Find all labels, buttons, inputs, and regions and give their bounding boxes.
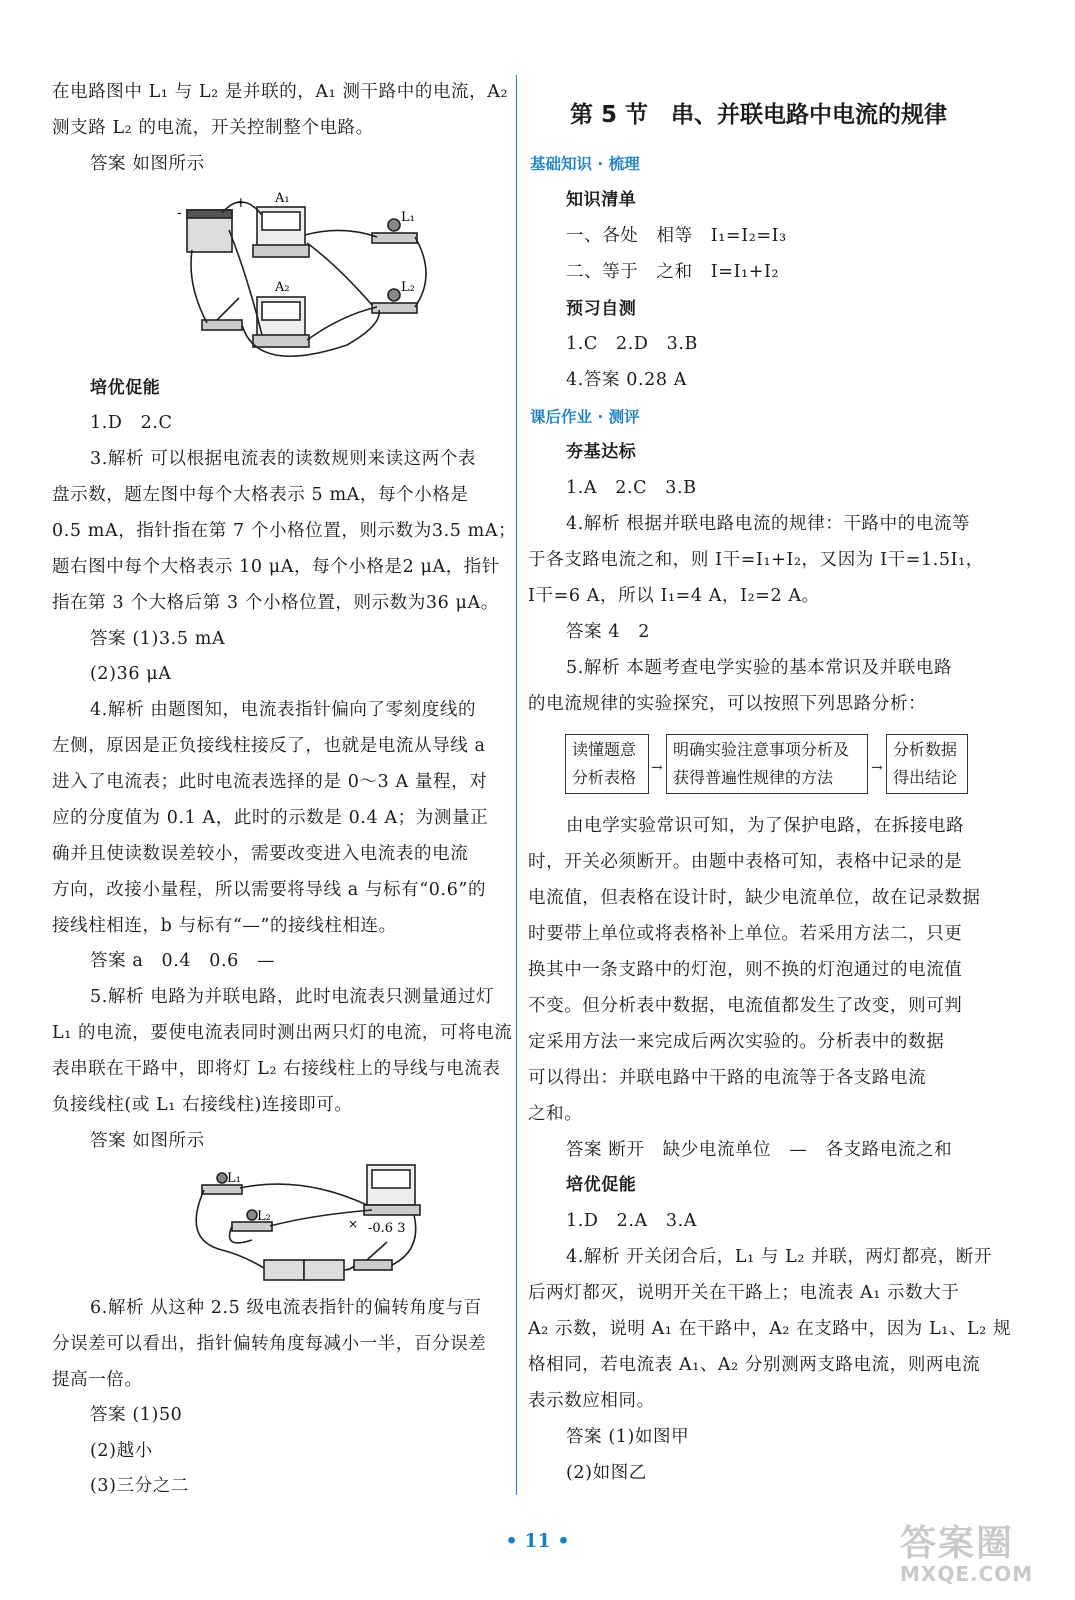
arrow-icon: → — [871, 760, 883, 776]
text-line: 表示数应相同。 — [528, 1391, 655, 1411]
text-line: (2)36 μA — [90, 664, 172, 684]
text-line: 格相同，若电流表 A₁、A₂ 分别测两支路电流，则两电流 — [528, 1355, 981, 1375]
answer-line: 答案 如图所示 — [90, 154, 205, 174]
section-heading: 培优促能 — [90, 378, 161, 398]
label-minus: - — [177, 205, 182, 221]
text-line: 定采用方法一来完成后两次实验的。分析表中的数据 — [528, 1032, 945, 1052]
text-line: 3.解析 可以根据电流表的读数规则来读这两个表 — [90, 449, 477, 469]
text-line: 表串联在干路中，即将灯 L₂ 右接线柱上的导线与电流表 — [52, 1059, 501, 1079]
text-line: 不变。但分析表中数据，电流值都发生了改变，则可判 — [528, 996, 963, 1016]
text-line: 一、各处 相等 I₁=I₂=I₃ — [566, 226, 787, 246]
sub-heading: 预习自测 — [566, 299, 637, 319]
text-line: 应的分度值为 0.1 A，此时的示数是 0.4 A；为测量正 — [52, 808, 489, 828]
text-line: 在电路图中 L₁ 与 L₂ 是并联的，A₁ 测干路中的电流，A₂ — [52, 82, 509, 102]
flow-box-2: 明确实验注意事项分析及 获得普遍性规律的方法 — [666, 734, 868, 794]
text-line: 后两灯都灭，说明开关在干路上；电流表 A₁ 示数大于 — [528, 1283, 960, 1303]
text-line: 的电流规律的实验探究，可以按照下列思路分析： — [528, 694, 927, 714]
watermark: 答案圈 MXQE.COM — [900, 1523, 1034, 1586]
label-l2: L₂ — [401, 280, 415, 295]
column-divider — [516, 75, 517, 1495]
arrow-icon: → — [651, 760, 663, 776]
sub-heading: 夯基达标 — [566, 442, 637, 462]
text-line: 确并且使读数误差较小，需要改变进入电流表的电流 — [52, 844, 469, 864]
text-line: 时要带上单位或将表格补上单位。若采用方法二，只更 — [528, 924, 963, 944]
text-line: 1.A 2.C 3.B — [566, 478, 697, 498]
text-line: 进入了电流表；此时电流表选择的是 0～3 A 量程，对 — [52, 772, 488, 792]
text-line: 4.解析 开关闭合后，L₁ 与 L₂ 并联，两灯都亮，断开 — [566, 1247, 993, 1267]
text-line: 二、等于 之和 I=I₁+I₂ — [566, 262, 780, 282]
label-scale: -0.6 3 — [368, 1221, 406, 1236]
text-line: 分误差可以看出，指针偏转角度每减小一半，百分误差 — [52, 1334, 487, 1354]
text-line: 0.5 mA，指针指在第 7 个小格位置，则示数为3.5 mA； — [52, 521, 517, 541]
text-line: 1.D 2.C — [90, 413, 173, 433]
answer-line: 答案 (1)50 — [90, 1405, 183, 1425]
text-line: 方向，改接小量程，所以需要将导线 a 与标有“0.6”的 — [52, 880, 487, 900]
label-l1: L₁ — [401, 210, 415, 225]
text-line: 电流值，但表格在设计时，缺少电流单位，故在记录数据 — [528, 888, 981, 908]
label-x: × — [348, 1217, 359, 1231]
text-line: 换其中一条支路中的灯泡，则不换的灯泡通过的电流值 — [528, 960, 963, 980]
text-line: 题右图中每个大格表示 10 μA，每个小格是2 μA，指针 — [52, 557, 501, 577]
text-line: 于各支路电流之和，则 I干=I₁+I₂，又因为 I干=1.5I₁， — [528, 550, 984, 570]
text-line: 4.解析 根据并联电路电流的规律：干路中的电流等 — [566, 514, 971, 534]
text-line: 5.解析 本题考查电学实验的基本常识及并联电路 — [566, 658, 953, 678]
text-line: 由电学实验常识可知，为了保护电路，在拆接电路 — [566, 816, 965, 836]
text-line: 5.解析 电路为并联电路，此时电流表只测量通过灯 — [90, 987, 495, 1007]
answer-line: 答案 (1)3.5 mA — [90, 629, 226, 649]
text-line: L₁ 的电流，要使电流表同时测出两只灯的电流，可将电流 — [52, 1023, 513, 1043]
sub-heading: 知识清单 — [566, 190, 637, 210]
text-line: 之和。 — [528, 1104, 583, 1124]
label-l2: L₂ — [257, 1209, 271, 1224]
text-line: A₂ 示数，说明 A₁ 在干路中，A₂ 在支路中，因为 L₁、L₂ 规 — [528, 1319, 1012, 1339]
text-line: 可以得出：并联电路中干路的电流等于各支路电流 — [528, 1068, 927, 1088]
label-a1: A₁ — [275, 191, 290, 206]
flow-diagram — [528, 734, 988, 798]
text-line: 1.D 2.A 3.A — [566, 1211, 697, 1231]
answer-line: 答案 a 0.4 0.6 — — [90, 951, 276, 971]
text-line: (2)越小 — [90, 1441, 153, 1461]
text-line: 接线柱相连，b 与标有“—”的接线柱相连。 — [52, 916, 397, 936]
text-line: I干=6 A，所以 I₁=4 A，I₂=2 A。 — [528, 586, 820, 606]
circuit-figure-1 — [167, 185, 427, 365]
text-line: 1.C 2.D 3.B — [566, 334, 698, 354]
flow-box-3: 分析数据 得出结论 — [886, 734, 968, 794]
section-homework: 课后作业 · 测评 — [530, 408, 640, 426]
label-a2: A₂ — [275, 280, 290, 295]
text-line: 时，开关必须断开。由题中表格可知，表格中记录的是 — [528, 852, 963, 872]
text-line: 4.解析 由题图知，电流表指针偏向了零刻度线的 — [90, 700, 477, 720]
text-line: 6.解析 从这种 2.5 级电流表指针的偏转角度与百 — [90, 1298, 482, 1318]
flow-box-1: 读懂题意 分析表格 — [565, 734, 649, 794]
text-line: 左侧，原因是正负接线柱接反了，也就是电流从导线 a — [52, 736, 486, 756]
label-l1: L₁ — [227, 1171, 241, 1186]
text-line: 负接线柱(或 L₁ 右接线柱)连接即可。 — [52, 1095, 353, 1115]
section-basic: 基础知识 · 梳理 — [530, 155, 640, 173]
text-line: 提高一倍。 — [52, 1370, 143, 1390]
text-line: 测支路 L₂ 的电流，开关控制整个电路。 — [52, 118, 374, 138]
page-number: • 11 • — [505, 1530, 570, 1552]
answer-line: 答案 断开 缺少电流单位 — 各支路电流之和 — [566, 1140, 953, 1160]
answer-line: 答案 如图所示 — [90, 1131, 205, 1151]
section-title: 第 5 节 串、并联电路中电流的规律 — [570, 102, 948, 128]
answer-line: 答案 (1)如图甲 — [566, 1427, 690, 1447]
answer-line: 答案 4 2 — [566, 622, 650, 642]
circuit-figure-2 — [182, 1160, 432, 1290]
label-plus: + — [235, 195, 247, 211]
text-line: 4.答案 0.28 A — [566, 370, 688, 390]
text-line: 盘示数，题左图中每个大格表示 5 mA，每个小格是 — [52, 485, 469, 505]
text-line: 指在第 3 个大格后第 3 个小格位置，则示数为36 μA。 — [52, 593, 499, 613]
text-line: (3)三分之二 — [90, 1476, 189, 1496]
sub-heading: 培优促能 — [566, 1175, 637, 1195]
text-line: (2)如图乙 — [566, 1463, 647, 1483]
